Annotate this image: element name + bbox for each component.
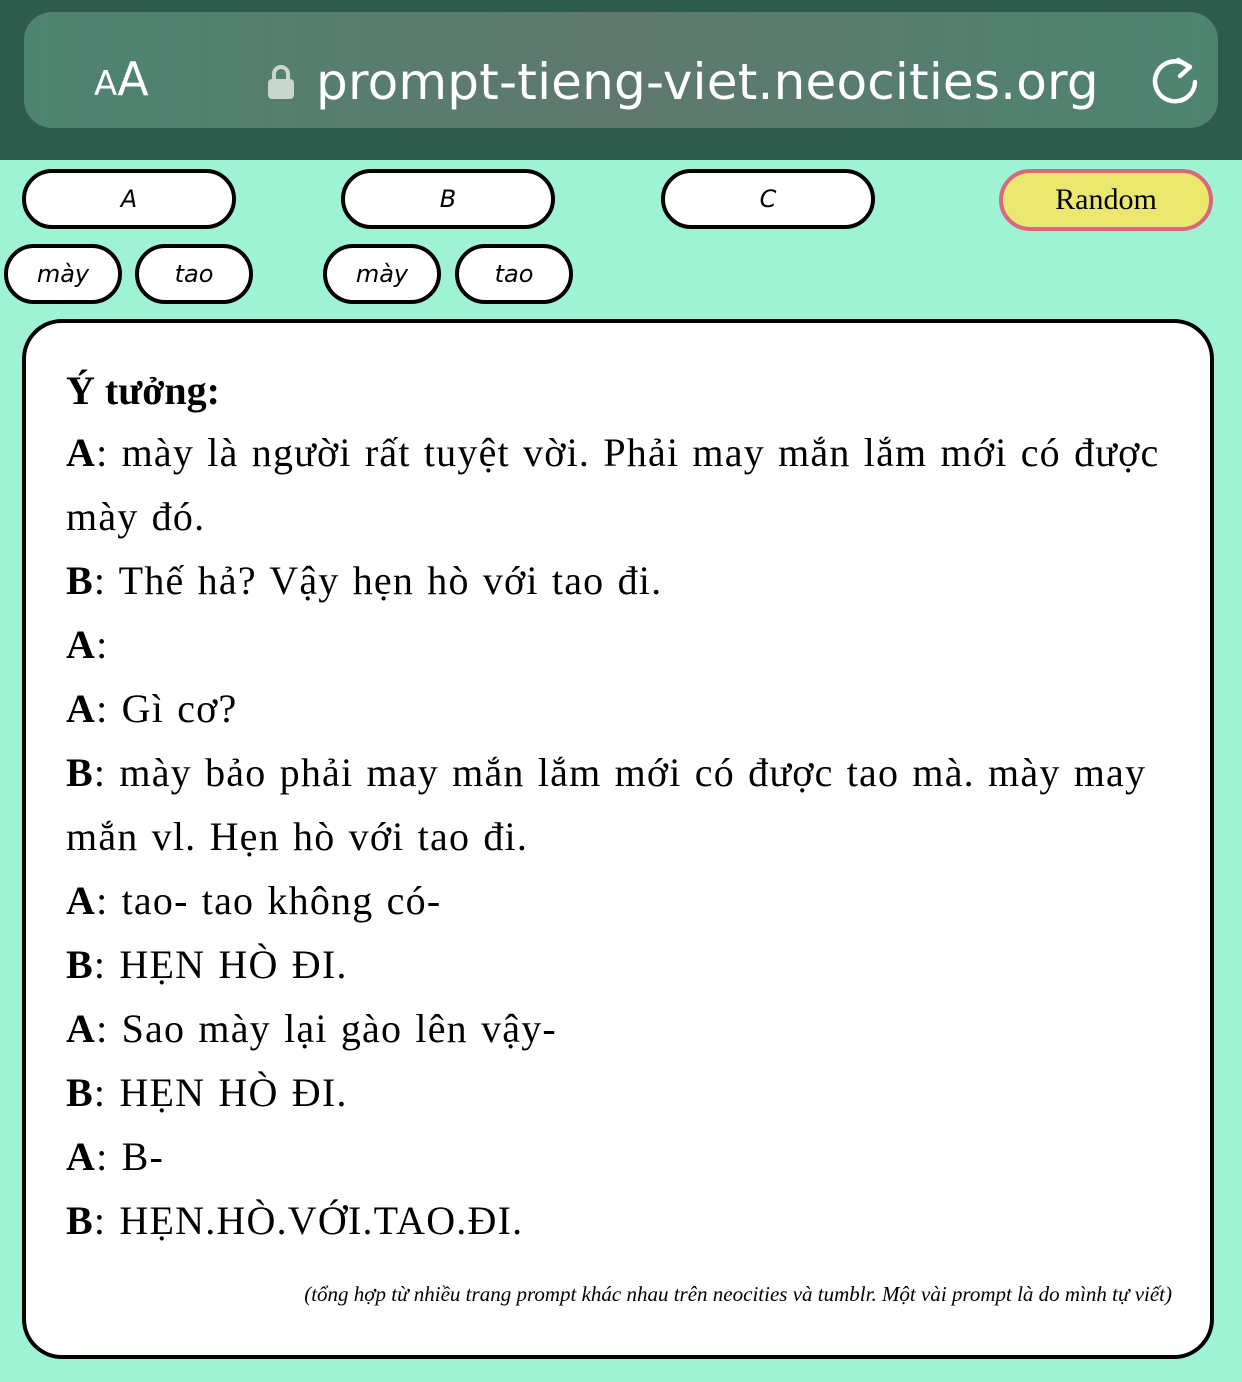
dialogue-line xyxy=(66,1125,1166,1189)
dialogue-text: : Thế hả? Vậy hẹn hò với tao đi. xyxy=(93,558,663,603)
dialogue-line xyxy=(66,613,1166,677)
dialogue-line xyxy=(66,997,1166,1061)
random-button[interactable]: Random xyxy=(999,169,1213,231)
lock-icon xyxy=(267,64,295,100)
speaker-label: A xyxy=(66,878,97,923)
speaker-label: B xyxy=(66,942,94,987)
prompt-card xyxy=(22,319,1214,1359)
url-text[interactable]: prompt-tieng-viet.neocities.org xyxy=(316,53,1099,111)
speaker-label: A xyxy=(66,1134,97,1179)
reload-icon[interactable] xyxy=(1148,54,1204,110)
browser-toolbar xyxy=(0,0,1242,160)
dialogue-text: : xyxy=(96,622,109,667)
dialogue-text: : HẸN.HÒ.VỚI.TAO.ĐI. xyxy=(93,1198,524,1243)
a-pronoun-tao-button[interactable]: tao xyxy=(135,244,253,304)
speaker-label: A xyxy=(66,686,97,731)
dialogue-text: : B- xyxy=(96,1134,165,1179)
dialogue-text: : HẸN HÒ ĐI. xyxy=(93,942,348,987)
dialogue-line xyxy=(66,677,1166,741)
address-bar[interactable] xyxy=(24,12,1218,128)
dialogue-line xyxy=(66,933,1166,997)
dialogue-lines xyxy=(66,421,1166,1253)
speaker-label: B xyxy=(66,1070,94,1115)
b-pronoun-tao-button[interactable]: tao xyxy=(455,244,573,304)
speaker-label: A xyxy=(66,1006,97,1051)
character-c-button[interactable]: C xyxy=(661,169,875,229)
prompt-content xyxy=(66,359,1166,1253)
text-size-button[interactable] xyxy=(94,52,149,106)
text-size-big-glyph: A xyxy=(117,52,149,106)
character-a-button[interactable]: A xyxy=(22,169,236,229)
a-pronoun-may-button[interactable]: mày xyxy=(4,244,122,304)
dialogue-text: : HẸN HÒ ĐI. xyxy=(93,1070,348,1115)
dialogue-text: : tao- tao không có- xyxy=(96,878,442,923)
speaker-label: B xyxy=(66,1198,94,1243)
speaker-label: B xyxy=(66,750,94,795)
speaker-label: B xyxy=(66,558,94,603)
dialogue-text: : mày bảo phải may mắn lắm mới có được tao mà. mày may mắn vl. Hẹn hò với tao đi. xyxy=(66,750,1147,859)
dialogue-line xyxy=(66,549,1166,613)
dialogue-line xyxy=(66,741,1166,869)
b-pronoun-may-button[interactable]: mày xyxy=(323,244,441,304)
character-b-button[interactable]: B xyxy=(341,169,555,229)
footnote: (tổng hợp từ nhiều trang prompt khác nhau trên neocities và tumblr. Một vài prompt là do mình tự viết) xyxy=(304,1282,1172,1306)
speaker-label: A xyxy=(66,430,97,475)
dialogue-line xyxy=(66,1189,1166,1253)
text-size-small-glyph: A xyxy=(94,64,118,104)
speaker-label: A xyxy=(66,622,97,667)
dialogue-line xyxy=(66,421,1166,549)
dialogue-line xyxy=(66,869,1166,933)
dialogue-text: : Gì cơ? xyxy=(96,686,238,731)
dialogue-text: : mày là người rất tuyệt vời. Phải may mắn lắm mới có được mày đó. xyxy=(66,430,1160,539)
dialogue-line xyxy=(66,1061,1166,1125)
dialogue-text: : Sao mày lại gào lên vậy- xyxy=(96,1006,557,1051)
prompt-heading: Ý tưởng: xyxy=(66,368,220,413)
